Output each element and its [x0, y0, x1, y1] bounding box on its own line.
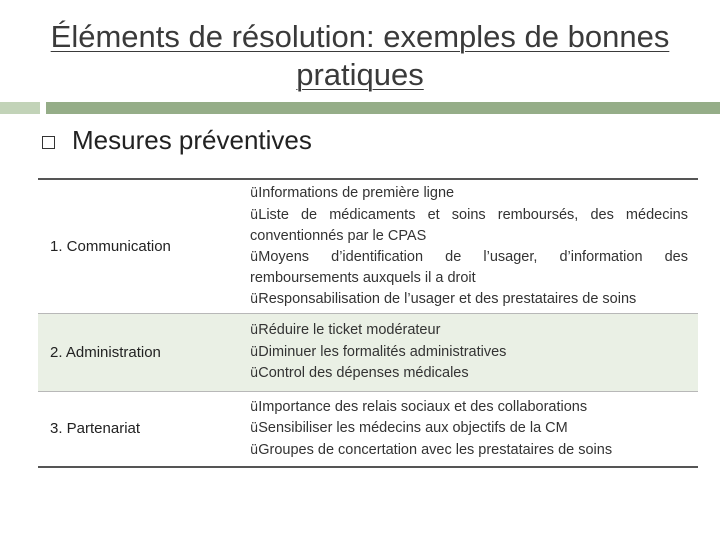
- checkmark-icon: ü: [250, 186, 259, 201]
- list-item: üImportance des relais sociaux et des collaborations: [250, 398, 588, 415]
- checkmark-icon: ü: [250, 366, 259, 381]
- row-items: [236, 179, 698, 314]
- list-item: üSensibiliser les médecins aux objectifs de la CM: [250, 420, 568, 436]
- row-items: [236, 391, 698, 467]
- row-label: 2. Administration: [50, 343, 161, 361]
- list-item: üListe de médicaments et soins remboursés, des médecins conventionnés par le CPAS: [250, 206, 688, 244]
- table-row-administration: [38, 314, 698, 392]
- list-item: üInformations de première ligne: [250, 185, 455, 201]
- list-item: üRéduire le ticket modérateur: [250, 322, 441, 338]
- table-row-partenariat: [38, 391, 698, 467]
- list-item: üResponsabilisation de l’usager et des prestataires de soins: [250, 290, 637, 307]
- list-item: üGroupes de concertation avec les prestataires de soins: [250, 441, 613, 458]
- list-item: üMoyens d’identification de l’usager, d’information des remboursements auxquels il a droit: [250, 248, 688, 286]
- row-items: [236, 314, 698, 392]
- row-label: 3. Partenariat: [50, 420, 141, 438]
- page-title: Éléments de résolution: exemples de bonnes pratiques: [50, 19, 670, 92]
- list-item: üControl des dépenses médicales: [250, 365, 469, 381]
- checkmark-icon: ü: [250, 323, 259, 338]
- accent-bar-right: [46, 102, 720, 114]
- accent-bar-left: [0, 102, 40, 114]
- section-heading: Mesures préventives: [72, 125, 312, 155]
- bullet-square-icon: [42, 136, 55, 149]
- checkmark-icon: ü: [250, 249, 259, 265]
- checkmark-icon: ü: [250, 344, 259, 360]
- checkmark-icon: ü: [250, 442, 259, 458]
- list-item: üDiminuer les formalités administratives: [250, 343, 507, 360]
- row-label: 1. Communication: [50, 238, 171, 255]
- checkmark-icon: ü: [250, 421, 259, 436]
- checkmark-icon: ü: [250, 207, 259, 223]
- table-row-communication: [38, 179, 698, 314]
- checkmark-icon: ü: [250, 399, 259, 415]
- measures-table: [38, 178, 698, 468]
- checkmark-icon: ü: [250, 291, 259, 307]
